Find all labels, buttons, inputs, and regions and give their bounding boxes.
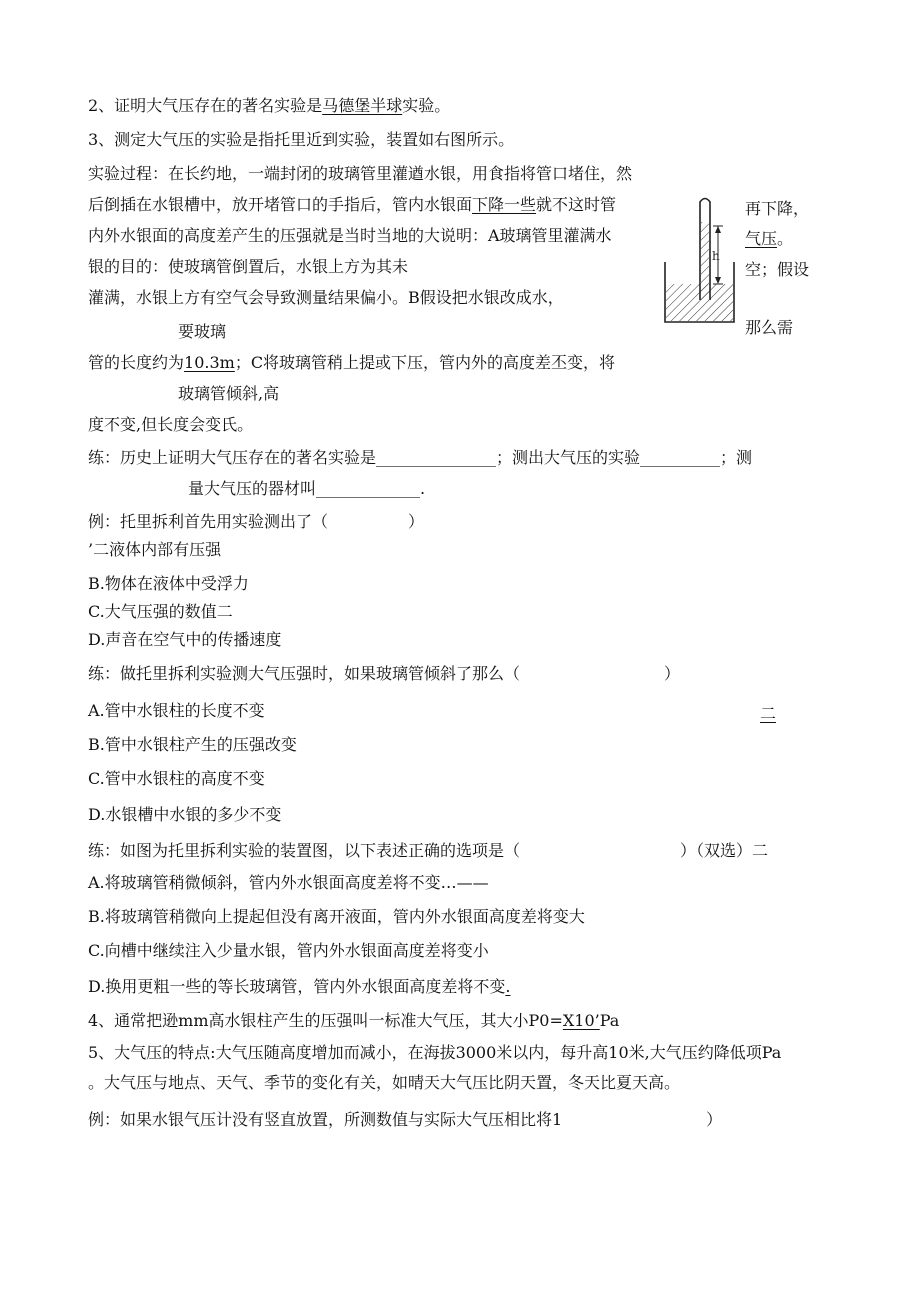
option-b: B.物体在液体中受浮力 — [88, 574, 249, 593]
exercise-question: 练：如图为托里拆利实验的装置图，以下表述正确的选项是（ ）（双选）二 — [88, 841, 769, 860]
answer-underlined: 下降一些 — [472, 195, 537, 214]
option-c: C.大气压强的数值二 — [88, 602, 233, 621]
answer-underlined: 10.3m — [184, 353, 235, 372]
point-4-text — [88, 1011, 619, 1031]
option-c: C.管中水银柱的高度不变 — [88, 769, 265, 788]
experiment-process-line: 内外水银面的高度差产生的压强就是当时当地的大说明：A玻璃管里灌满水 — [88, 226, 612, 245]
experiment-process-line: 要玻璃 — [178, 322, 227, 341]
option-a: ’二液体内部有压强 — [88, 540, 222, 559]
text: 2、证明大气压存在的著名实验是 — [88, 96, 323, 115]
experiment-process-line: 银的目的：使玻璃管倒置后，水银上方为其未 — [88, 257, 409, 276]
answer-underlined: 马德堡半球 — [322, 96, 403, 115]
experiment-process-line — [88, 353, 615, 373]
text: 气压 — [745, 229, 778, 248]
option-a: A.管中水银柱的长度不变 — [88, 701, 265, 720]
text: 实验。 — [402, 96, 451, 115]
text: 4、通常把逊mm高水银柱产生的压强叫一标准大气压，其大小P0= — [88, 1011, 563, 1030]
text: ；C将玻璃管稍上提或下压，管内外的高度差丕变，将 — [234, 353, 616, 372]
text: Pa — [599, 1011, 620, 1030]
experiment-process-line: 灌满，水银上方有空气会导致测量结果偏小。B假设把水银改成水， — [88, 288, 564, 307]
point-5-text: 。大气压与地点、天气、季节的变化有关，如晴天大气压比阴天置，冬天比夏天高。 — [88, 1073, 681, 1092]
experiment-process-line: 玻璃管倾斜,高 — [178, 384, 280, 403]
height-label: h — [712, 249, 720, 263]
torricelli-apparatus-diagram — [664, 192, 736, 324]
option-b: B.将玻璃管稍微向上提起但没有离开液面，管内外水银面高度差将变大 — [88, 907, 585, 926]
exercise-question: 练：做托里拆利实验测大气压强时，如果玻璃管倾斜了那么（ ） — [88, 664, 681, 683]
point-5-text: 5、大气压的特点:大气压随高度增加而减小，在海拔3000米以内，每升高10米,大气压约降低项Pa — [88, 1043, 782, 1062]
side-fragment: 空；假设 — [745, 260, 810, 279]
text: D.换用更粗一些的等长玻璃管，管内外水银面高度差将不变 — [88, 977, 506, 996]
point-2-text — [88, 96, 450, 116]
exercise-fill-blank: 量大气压的器材叫_____________. — [188, 479, 426, 498]
side-fragment: 那么需 — [745, 318, 794, 337]
text: 就不这时管 — [536, 195, 617, 214]
tube-mercury-column — [701, 222, 709, 300]
text: 后倒插在水银槽中，放开堵管口的手指后，管内水银面 — [88, 195, 473, 214]
experiment-process-line: 度不变,但长度会变氏。 — [88, 415, 254, 434]
answer-underlined: . — [505, 977, 511, 996]
side-fragment: 二 — [760, 704, 777, 723]
option-d: D.水银槽中水银的多少不变 — [88, 805, 282, 824]
text: 。 — [777, 229, 794, 248]
experiment-process-line: 实验过程：在长约地，一端封闭的玻璃管里灌遒水银，用食指将管口堵住，然 — [88, 164, 633, 183]
point-3-text: 3、测定大气压的实验是指托里近到实验，装置如右图所示。 — [88, 130, 515, 149]
side-fragment — [745, 229, 793, 249]
option-a: A.将玻璃管稍微倾斜，管内外水银面高度差将不变…—— — [88, 873, 489, 892]
side-fragment: 再下降， — [745, 199, 810, 218]
option-c: C.向槽中继续注入少量水银，管内外水银面高度差将变小 — [88, 941, 489, 960]
example-question: 例：托里拆利首先用实验测出了（ ） — [88, 512, 425, 531]
exercise-fill-blank: 练：历史上证明大气压存在的著名实验是_______________；测出大气压的实验__________；测 — [88, 448, 753, 467]
answer-underlined: X10’ — [562, 1011, 600, 1030]
example-question: 例：如果水银气压计没有竖直放置，所测数值与实际大气压相比将1 ） — [88, 1110, 723, 1129]
text: 管的长度约为 — [88, 353, 185, 372]
option-d — [88, 977, 510, 997]
experiment-process-line — [88, 195, 616, 215]
option-b: B.管中水银柱产生的压强改变 — [88, 735, 297, 754]
option-d: D.声音在空气中的传播速度 — [88, 630, 282, 649]
